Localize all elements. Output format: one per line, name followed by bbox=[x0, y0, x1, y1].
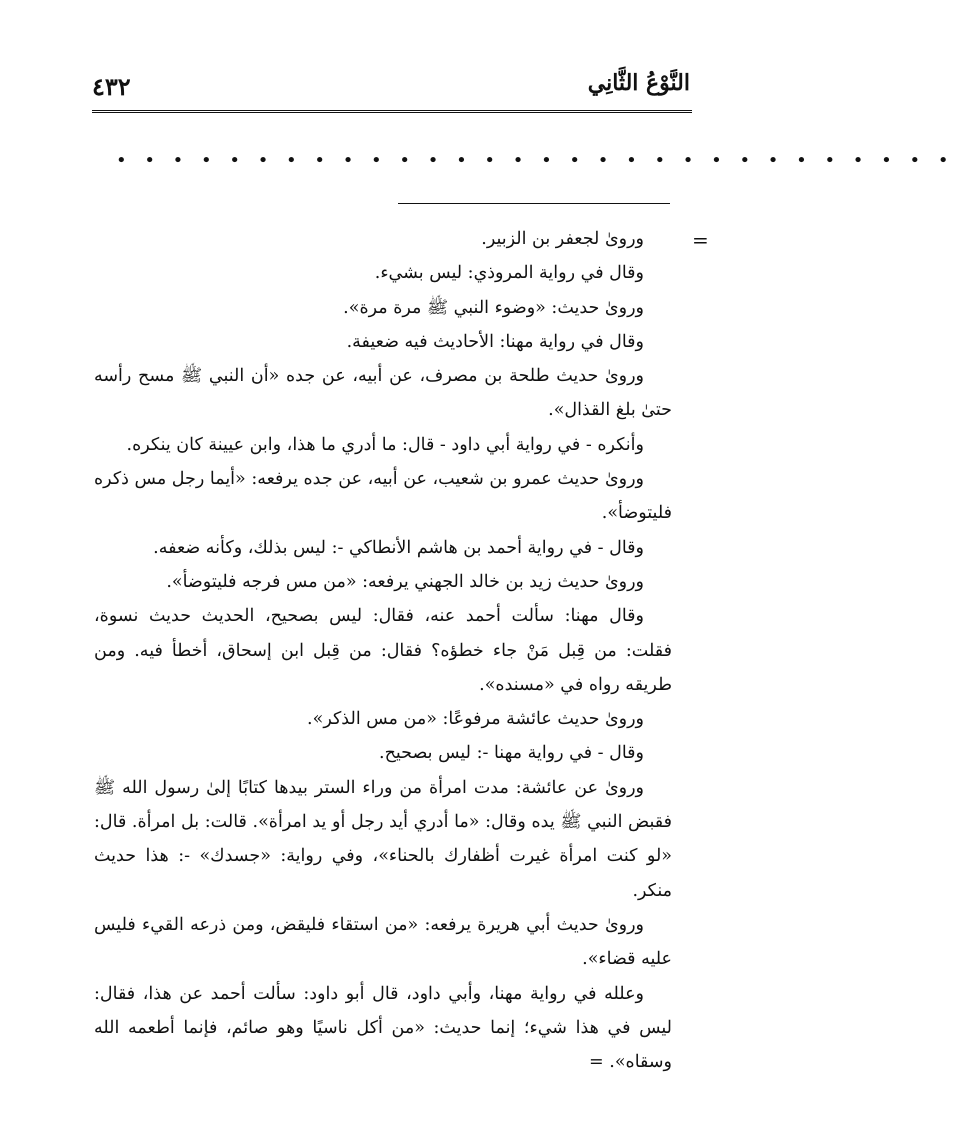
paragraph: ورویٰ حديث زيد بن خالد الجهني يرفعه: «من مس فرجه فليتوضأ». bbox=[166, 571, 644, 592]
paragraph: ورویٰ حديث عمرو بن شعيب، عن أبيه، عن جده يرفعه: «أيما رجل مس ذكره فليتوضأ». bbox=[94, 469, 672, 524]
footnote-body bbox=[94, 222, 672, 1079]
paragraph: ورویٰ عن عائشة: مدت امرأة من وراء الستر بيدها كتابًا إلىٰ رسول الله ﷺ فقبض النبي ﷺ يده وقال: «ما أدري أيد رجل أو يد امرأة». قالت: بل امرأة. قال: «لو كنت امرأة غيرت أظفارك بالحناء»، وفي رواية: «جسدك» -: هذا حديث منكر. bbox=[94, 777, 672, 901]
page-header bbox=[92, 68, 690, 108]
paragraph: وعلله في رواية مهنا، وأبي داود، قال أبو داود: سألت أحمد عن هذا، فقال: ليس في هذا شيء؛ إنما حديث: «من أكل ناسيًا وهو صائم، فإنما أطعمه الله وسقاه». = bbox=[94, 983, 672, 1073]
paragraph: وأنكره - في رواية أبي داود - قال: ما أدري ما هذا، وابن عيينة كان ينكره. bbox=[126, 434, 644, 455]
chapter-title: النَّوْعُ الثَّانِي bbox=[587, 70, 690, 96]
paragraph: وقال - في رواية مهنا -: ليس بصحيح. bbox=[379, 743, 644, 764]
section-separator-dots: • • • • • • • • • • • • • • • • • • • • • • • • • • • • • • bbox=[116, 150, 954, 171]
paragraph: وقال في رواية المروذي: ليس بشيء. bbox=[374, 263, 644, 284]
page-number: ٤٣٢ bbox=[92, 72, 131, 101]
paragraph: ورویٰ حديث أبي هريرة يرفعه: «من استقاء فليقض، ومن ذرعه القيء فليس عليه قضاء». bbox=[94, 914, 672, 970]
paragraph: ورویٰ حديث: «وضوء النبي ﷺ مرة مرة». bbox=[343, 297, 644, 318]
continuation-mark: = bbox=[692, 228, 709, 252]
paragraph: ورویٰ لجعفر بن الزبير. bbox=[481, 229, 644, 249]
paragraph: ورویٰ حديث طلحة بن مصرف، عن أبيه، عن جده «أن النبي ﷺ مسح رأسه حتىٰ بلغ القذال». bbox=[94, 366, 672, 421]
paragraph: وقال - في رواية أحمد بن هاشم الأنطاكي -: ليس بذلك، وكأنه ضعفه. bbox=[153, 537, 644, 558]
paragraph: وقال في رواية مهنا: الأحاديث فيه ضعيفة. bbox=[346, 331, 644, 352]
footnote-rule bbox=[398, 203, 670, 204]
header-rule bbox=[92, 110, 692, 113]
paragraph: ورویٰ حديث عائشة مرفوعًا: «من مس الذكر». bbox=[307, 709, 644, 730]
paragraph: وقال مهنا: سألت أحمد عنه، فقال: ليس بصحيح، الحديث حديث نسوة، فقلت: من قِبل مَنْ جاء خطؤه؟ فقال: من قِبل ابن إسحاق، أخطأ فيه. ومن طريقه رواه في «مسنده». bbox=[94, 606, 672, 695]
